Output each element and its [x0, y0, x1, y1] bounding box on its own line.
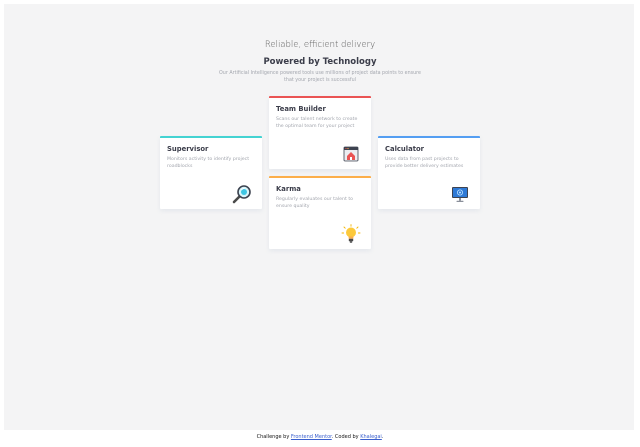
- lightbulb-icon: [341, 224, 361, 244]
- card-title: Karma: [276, 185, 301, 193]
- section-title: Powered by Technology: [263, 57, 377, 67]
- section-subtitle: Reliable, efficient delivery: [264, 40, 376, 50]
- card-title: Team Builder: [276, 105, 326, 113]
- frontend-mentor-link[interactable]: Frontend Mentor: [290, 434, 332, 440]
- magnifier-icon: [232, 184, 252, 204]
- author-link[interactable]: Khalegai: [360, 434, 382, 440]
- card-text: Uses data from past projects to provide better delivery estimates: [385, 157, 464, 169]
- attribution-suffix: .: [381, 434, 384, 440]
- card-text: Regularly evaluates our talent to ensure quality: [276, 197, 354, 209]
- card-supervisor: [160, 136, 262, 209]
- attribution-prefix: Challenge by: [256, 434, 290, 440]
- card-team-builder: [269, 96, 371, 169]
- card-text: Monitors activity to identify project roadblocks: [167, 157, 250, 169]
- card-calculator: [378, 136, 480, 209]
- team-builder-icon: [341, 144, 361, 164]
- attribution-footer: [0, 434, 640, 440]
- section-description: Our Artificial Intelligence powered tools use millions of project data points to ensure that your project is successful: [219, 71, 421, 84]
- monitor-icon: [450, 184, 470, 204]
- card-text: Scans our talent network to create the optimal team for your project: [276, 117, 358, 129]
- attribution-middle: . Coded by: [331, 434, 359, 440]
- card-title: Calculator: [385, 145, 424, 153]
- card-karma: [269, 176, 371, 249]
- card-title: Supervisor: [167, 145, 209, 153]
